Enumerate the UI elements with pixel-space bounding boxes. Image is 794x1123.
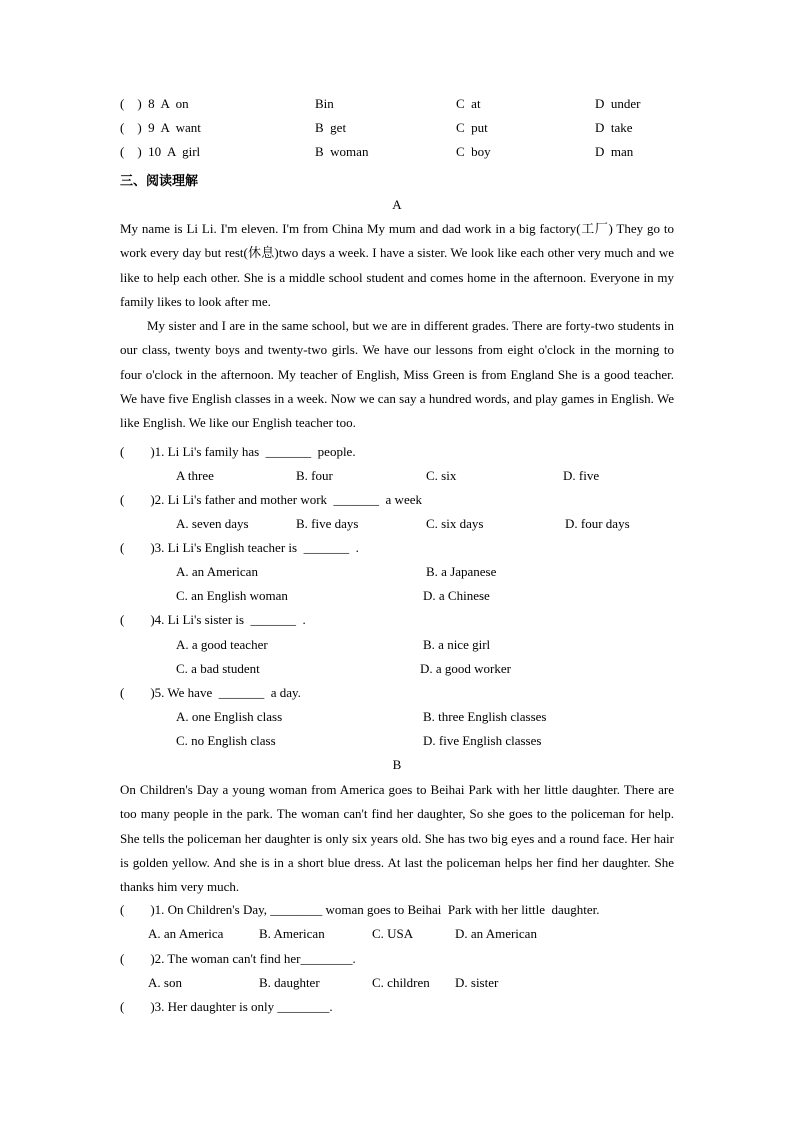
passage-a-text <box>120 217 674 436</box>
option-d: D. a good worker <box>420 661 511 676</box>
question-stem: ( )1. On Children's Day, ________ woman goes to Beihai Park with her little daughter. <box>120 902 600 917</box>
option-b: B. daughter <box>259 975 320 990</box>
cloze-option-c: C put <box>456 120 488 135</box>
option-a: A. seven days <box>176 516 249 531</box>
option-d: D. four days <box>565 516 630 531</box>
option-a: A. son <box>148 975 182 990</box>
option-b: B. a nice girl <box>423 637 491 652</box>
option-b: B. five days <box>296 516 359 531</box>
cloze-option-b: Bin <box>315 96 334 111</box>
option-c: C. no English class <box>176 733 276 748</box>
option-a: A three <box>176 468 214 483</box>
cloze-option-d: D take <box>595 120 633 135</box>
cloze-option-c: C at <box>456 96 481 111</box>
cloze-number-option-a: ( ) 8 A on <box>120 96 189 111</box>
option-d: D. an American <box>455 926 537 941</box>
option-d: D. five <box>563 468 600 483</box>
cloze-option-d: D under <box>595 96 641 111</box>
section-title: 三、阅读理解 <box>120 174 199 189</box>
option-c: C. an English woman <box>176 588 288 603</box>
passage-a-label: A <box>392 197 402 212</box>
cloze-row <box>120 120 680 140</box>
passage-b-label: B <box>392 757 402 772</box>
option-c: C. children <box>372 975 430 990</box>
option-b: B. a Japanese <box>426 564 497 579</box>
option-c: C. USA <box>372 926 414 941</box>
option-b: B. four <box>296 468 333 483</box>
option-c: C. six <box>426 468 457 483</box>
option-d: D. sister <box>455 975 499 990</box>
option-a: A. a good teacher <box>176 637 268 652</box>
option-c: C. a bad student <box>176 661 260 676</box>
option-b: B. three English classes <box>423 709 547 724</box>
passage-b-paragraph-1: On Children's Day a young woman from America goes to Beihai Park with her little daughter. There are too many people in the park. The woman can't find her daughter, So she goes to the policeman for help. She tells the policeman her daughter is only six years old. She has two big eyes and a round face. Her hair is golden yellow. And she is in a short blue dress. At last the policeman helps her find her daughter. She thanks him very much. <box>120 782 674 895</box>
option-d: D. a Chinese <box>423 588 490 603</box>
passage-a-paragraph-1: My name is Li Li. I'm eleven. I'm from China My mum and dad work in a big factory(工厂) They go to work every day but rest(休息)two days a week. I have a sister. We look like each other very much and we like to help each other. She is a middle school student and comes home in the afternoon. Everyone in my family likes to look after me. <box>120 221 674 309</box>
cloze-number-option-a: ( ) 9 A want <box>120 120 201 135</box>
passage-b-text <box>120 778 674 899</box>
cloze-option-c: C boy <box>456 144 491 159</box>
option-c: C. six days <box>426 516 484 531</box>
option-a: A. an America <box>148 926 224 941</box>
option-d: D. five English classes <box>423 733 542 748</box>
question-stem: ( )1. Li Li's family has _______ people. <box>120 444 356 459</box>
question-stem: ( )4. Li Li's sister is _______ . <box>120 612 306 627</box>
cloze-number-option-a: ( ) 10 A girl <box>120 144 201 159</box>
question-stem: ( )5. We have _______ a day. <box>120 685 301 700</box>
cloze-row <box>120 144 680 164</box>
option-a: A. an American <box>176 564 258 579</box>
question-stem: ( )3. Li Li's English teacher is _______ . <box>120 540 359 555</box>
cloze-option-d: D man <box>595 144 634 159</box>
cloze-option-b: B get <box>315 120 347 135</box>
cloze-row <box>120 96 680 116</box>
option-b: B. American <box>259 926 325 941</box>
cloze-option-b: B woman <box>315 144 369 159</box>
question-stem: ( )2. The woman can't find her________. <box>120 951 356 966</box>
question-stem: ( )3. Her daughter is only ________. <box>120 999 333 1014</box>
option-a: A. one English class <box>176 709 283 724</box>
passage-a-paragraph-2: My sister and I are in the same school, but we are in different grades. There are forty-two students in our class, twenty boys and twenty-two girls. We have our lessons from eight o'clock in the morning to four o'clock in the afternoon. My teacher of English, Miss Green is from England She is a good teacher. We have five English classes in a week. Now we can say a hundred words, and play games in English. We like English. We like our English teacher too. <box>120 318 674 431</box>
question-stem: ( )2. Li Li's father and mother work _______ a week <box>120 492 422 507</box>
